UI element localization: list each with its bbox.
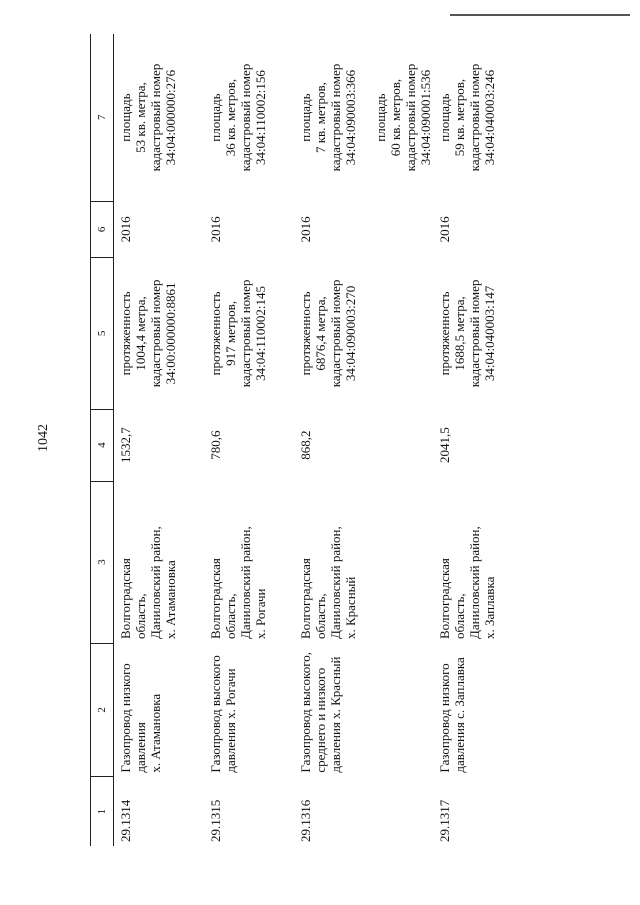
registry-number: 29.1315 [208, 799, 223, 842]
object-value: 780,6 [208, 430, 223, 460]
object-extent [114, 258, 205, 410]
page-number: 1042 [36, 424, 51, 452]
column-header-5: 5 [91, 258, 114, 410]
object-extent-line: 34:00:000000:8861 [163, 282, 178, 385]
object-area [114, 34, 205, 201]
object-extent [433, 258, 523, 410]
object-extent [204, 258, 294, 410]
object-name-line: среднего и низкого [313, 667, 328, 773]
object-area [294, 34, 433, 201]
area-block-gap [358, 38, 373, 197]
object-address-line: область, [223, 593, 238, 640]
object-area-line: кадастровый номер [403, 63, 418, 172]
object-extent-line: 34:04:110002:145 [253, 285, 268, 381]
object-address [114, 481, 205, 643]
object-name [294, 643, 433, 777]
object-extent-line: протяженность [298, 291, 313, 376]
object-name [433, 643, 523, 777]
object-name-line: давления с. Заплавка [452, 657, 467, 773]
object-name-line: Газопровод низкого [437, 663, 452, 773]
object-area-line: 34:04:090003:366 [343, 69, 358, 166]
object-area [433, 34, 523, 201]
object-area-line: 34:04:000000:276 [163, 69, 178, 166]
object-name-line: давления х. Рогачи [223, 668, 238, 773]
top-rule [450, 14, 630, 16]
registry-number: 29.1314 [118, 799, 133, 842]
object-address-line: Волгоградская [208, 558, 223, 640]
rotated-table-container [90, 34, 530, 846]
column-header-1: 1 [91, 777, 114, 846]
table-row [433, 34, 523, 846]
object-area-line: площадь [208, 93, 223, 142]
object-address-line: Волгоградская [298, 558, 313, 640]
object-area-line: площадь [437, 93, 452, 142]
object-area-line: 59 кв. метров, [452, 78, 467, 157]
column-header-4: 4 [91, 409, 114, 481]
register-table [90, 34, 523, 846]
object-area-line: 34:04:040003:246 [482, 69, 497, 166]
object-extent [294, 258, 433, 410]
object-value: 2041,5 [437, 427, 452, 464]
object-extent-line: протяженность [118, 291, 133, 376]
object-address-line: х. Заплавка [482, 576, 497, 640]
table-row [294, 34, 433, 846]
object-extent-line: кадастровый номер [238, 279, 253, 388]
table-row [204, 34, 294, 846]
object-value: 868,2 [298, 430, 313, 460]
object-area-line: кадастровый номер [238, 63, 253, 172]
object-address-line: х. Рогачи [253, 588, 268, 640]
object-value: 1532,7 [118, 427, 133, 464]
object-area-line: 60 кв. метров, [388, 78, 403, 157]
column-header-2: 2 [91, 643, 114, 777]
object-name-line: Газопровод высокого, [298, 652, 313, 773]
object-extent-line: 34:04:090003:270 [343, 285, 358, 382]
object-address-line: Даниловский район, [328, 526, 343, 640]
object-name-line: давления [133, 722, 148, 773]
object-address-line: х. Красный [343, 576, 358, 640]
object-name-line: х. Атамановка [148, 693, 163, 773]
object-name [114, 643, 205, 777]
object-address [433, 481, 523, 643]
object-extent-line: протяженность [208, 291, 223, 376]
header-row [91, 34, 114, 846]
object-address-line: область, [313, 593, 328, 640]
object-area-line: 36 кв. метров, [223, 78, 238, 157]
object-year: 2016 [298, 216, 313, 243]
column-header-6: 6 [91, 201, 114, 258]
object-address-line: Даниловский район, [467, 526, 482, 640]
column-header-7: 7 [91, 34, 114, 201]
object-extent-line: 1004,4 метра, [133, 296, 148, 371]
object-address-line: область, [133, 593, 148, 640]
object-name [204, 643, 294, 777]
object-extent-line: 1688,5 метра, [452, 296, 467, 371]
object-address-line: Волгоградская [118, 558, 133, 640]
register-sheet [90, 34, 530, 846]
object-area-line: 53 кв. метра, [133, 82, 148, 153]
column-header-3: 3 [91, 481, 114, 643]
object-extent-line: 917 метров, [223, 300, 238, 366]
object-extent-line: кадастровый номер [328, 279, 343, 388]
object-extent-line: 6876,4 метра, [313, 296, 328, 371]
object-address [204, 481, 294, 643]
object-address-line: Даниловский район, [238, 526, 253, 640]
object-extent-line: кадастровый номер [467, 279, 482, 388]
registry-number: 29.1317 [437, 799, 452, 842]
object-year: 2016 [118, 216, 133, 243]
object-area-line: площадь [298, 93, 313, 142]
object-area-line: площадь [373, 93, 388, 142]
object-area-line: 34:04:110002:156 [253, 70, 268, 165]
registry-number: 29.1316 [298, 799, 313, 842]
object-year: 2016 [437, 216, 452, 243]
object-year: 2016 [208, 216, 223, 243]
object-address-line: Волгоградская [437, 558, 452, 640]
object-address-line: область, [452, 593, 467, 640]
object-name-line: Газопровод низкого [118, 663, 133, 773]
table-row [114, 34, 205, 846]
object-area-line: кадастровый номер [148, 63, 163, 172]
object-extent-line: 34:04:040003:147 [482, 285, 497, 382]
object-extent-line: протяженность [437, 291, 452, 376]
object-address-line: х. Атамановка [163, 560, 178, 640]
object-area-line: 7 кв. метров, [313, 82, 328, 154]
object-name-line: Газопровод высокого [208, 655, 223, 773]
object-area [204, 34, 294, 201]
object-address [294, 481, 433, 643]
object-area-line: 34:04:090001:536 [418, 69, 433, 166]
object-area-line: кадастровый номер [328, 63, 343, 172]
table-body [114, 34, 524, 846]
object-extent-line: кадастровый номер [148, 279, 163, 388]
object-area-line: площадь [118, 93, 133, 142]
object-area-line: кадастровый номер [467, 63, 482, 172]
object-address-line: Даниловский район, [148, 526, 163, 640]
object-name-line: давления х. Красный [328, 656, 343, 773]
